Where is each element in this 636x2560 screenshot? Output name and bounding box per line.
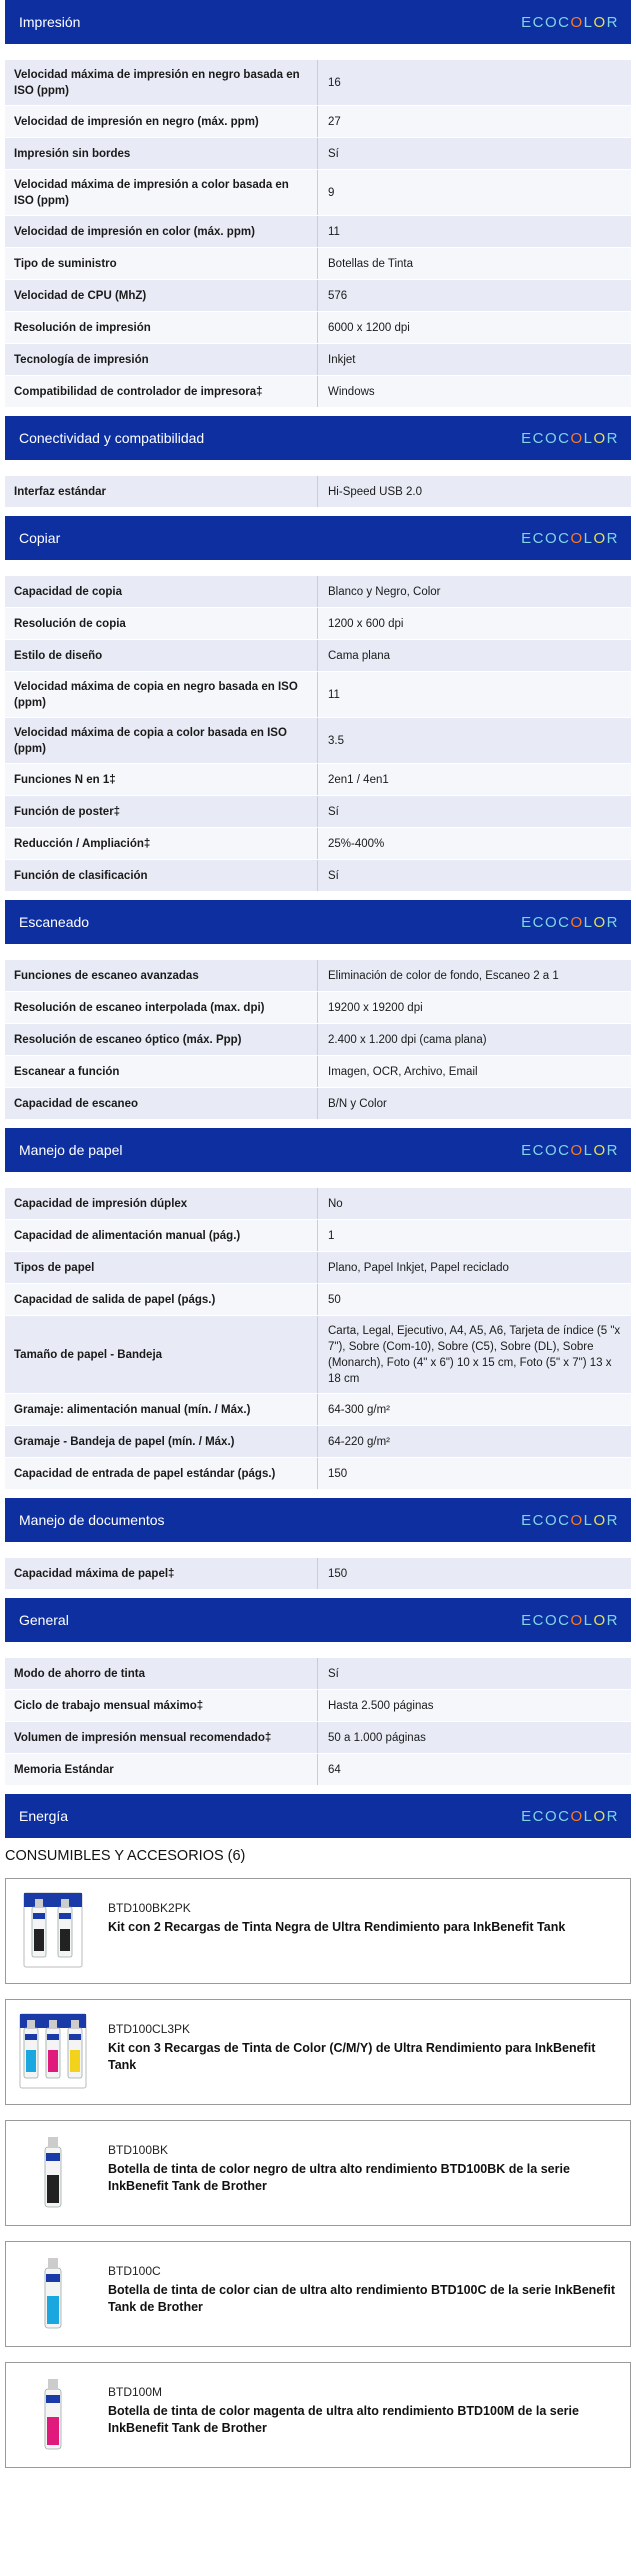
logo-letter: L xyxy=(583,529,594,547)
logo-letter: O xyxy=(570,429,584,447)
spec-value: No xyxy=(328,1198,343,1210)
spec-value: Cama plana xyxy=(328,650,391,662)
logo-letter: L xyxy=(583,1611,594,1629)
section-title: Manejo de documentos xyxy=(19,1512,165,1528)
spec-row xyxy=(5,1426,631,1458)
product-info xyxy=(108,2131,618,2195)
spec-value: 2en1 / 4en1 xyxy=(328,774,389,786)
spec-value: Imagen, OCR, Archivo, Email xyxy=(328,1066,478,1078)
spec-value: 150 xyxy=(328,1568,348,1580)
logo-letter: O xyxy=(593,1511,607,1529)
logo-letter: O xyxy=(570,1807,584,1825)
logo-letter: L xyxy=(583,1807,594,1825)
spec-label: Tipo de suministro xyxy=(5,248,318,279)
logo-letter: C xyxy=(558,1611,571,1629)
spec-label: Resolución de escaneo óptico (máx. Ppp) xyxy=(5,1024,318,1055)
ecocolor-logo xyxy=(521,1142,619,1159)
section-title: Energía xyxy=(19,1808,69,1824)
spec-label: Capacidad de alimentación manual (pág.) xyxy=(5,1220,318,1251)
spec-value: Windows xyxy=(328,386,375,398)
section-title: Conectividad y compatibilidad xyxy=(19,430,205,446)
spec-row xyxy=(5,1722,631,1754)
logo-letter: R xyxy=(606,1611,619,1629)
spec-row xyxy=(5,796,631,828)
spec-label: Velocidad máxima de impresión en negro basada en ISO (ppm) xyxy=(5,60,318,105)
spec-label: Capacidad de escaneo xyxy=(5,1088,318,1119)
logo-letter: L xyxy=(583,13,594,31)
spec-row xyxy=(5,1658,631,1690)
logo-letter: O xyxy=(570,529,584,547)
spec-value: 3.5 xyxy=(328,735,344,747)
logo-letter: O xyxy=(570,1511,584,1529)
spec-row xyxy=(5,312,631,344)
logo-letter: O xyxy=(593,529,607,547)
spec-label: Tipos de papel xyxy=(5,1252,318,1283)
product-card-btd100bk[interactable] xyxy=(5,2120,631,2226)
spec-table xyxy=(5,476,631,508)
spec-label: Velocidad de impresión en color (máx. ppm) xyxy=(5,216,318,247)
spec-value: 25%-400% xyxy=(328,838,385,850)
spec-row xyxy=(5,860,631,892)
spec-label: Volumen de impresión mensual recomendado‡ xyxy=(5,1722,318,1753)
spec-label: Velocidad de CPU (MhZ) xyxy=(5,280,318,311)
spec-row xyxy=(5,170,631,216)
spec-label: Función de poster‡ xyxy=(5,796,318,827)
logo-letter: R xyxy=(606,529,619,547)
spec-value: Sí xyxy=(328,806,339,818)
logo-letter: O xyxy=(570,913,584,931)
section-title: Manejo de papel xyxy=(19,1142,123,1158)
spec-label: Velocidad máxima de copia a color basada en ISO (ppm) xyxy=(5,718,318,763)
spec-value: Carta, Legal, Ejecutivo, A4, A5, A6, Tarjeta de índice (5 "x 7"), Sobre (Com-10), Sobre (C5), Sobre (DL), Sobre (Monarch), Foto (4" x 6") 10 x 15 cm, Foto (5" x 7") 13 x 18 cm xyxy=(328,1325,621,1385)
logo-letter: C xyxy=(558,913,571,931)
spec-row xyxy=(5,718,631,764)
section-header-manejo-de-documentos[interactable] xyxy=(5,1498,631,1542)
spec-row xyxy=(5,1088,631,1120)
spec-value: 6000 x 1200 dpi xyxy=(328,322,410,334)
spec-label: Estilo de diseño xyxy=(5,640,318,671)
logo-letter: ECO xyxy=(521,529,559,547)
spec-sections xyxy=(5,0,631,1838)
spec-value: 50 xyxy=(328,1294,341,1306)
product-info xyxy=(108,1889,565,1936)
logo-letter: O xyxy=(593,1141,607,1159)
logo-letter: R xyxy=(606,1807,619,1825)
logo-letter: R xyxy=(606,13,619,31)
spec-label: Tamaño de papel - Bandeja xyxy=(5,1316,318,1393)
spec-value: 64-220 g/m² xyxy=(328,1436,391,1448)
spec-row xyxy=(5,576,631,608)
spec-row xyxy=(5,476,631,508)
section-title: Impresión xyxy=(19,14,81,30)
product-sku: BTD100BK xyxy=(108,2143,169,2157)
section-header-conectividad-y-compatibilidad[interactable] xyxy=(5,416,631,460)
product-image[interactable] xyxy=(18,2252,88,2334)
logo-letter: O xyxy=(593,13,607,31)
spec-row xyxy=(5,1458,631,1490)
product-info xyxy=(108,2373,618,2437)
product-name-link[interactable]: Kit con 3 Recargas de Tinta de Color (C/M/Y) de Ultra Rendimiento para InkBenefit Tank xyxy=(108,2041,596,2072)
logo-letter: O xyxy=(593,429,607,447)
spec-row xyxy=(5,138,631,170)
logo-letter: L xyxy=(583,429,594,447)
spec-row xyxy=(5,1690,631,1722)
ecocolor-logo xyxy=(521,914,619,931)
spec-label: Reducción / Ampliación‡ xyxy=(5,828,318,859)
spec-label: Velocidad de impresión en negro (máx. ppm) xyxy=(5,106,318,137)
spec-value: 2.400 x 1.200 dpi (cama plana) xyxy=(328,1034,487,1046)
section-header-impresion[interactable] xyxy=(5,0,631,44)
spec-label: Función de clasificación xyxy=(5,860,318,891)
section-header-manejo-de-papel[interactable] xyxy=(5,1128,631,1172)
product-sku: BTD100C xyxy=(108,2264,161,2278)
spec-row xyxy=(5,344,631,376)
spec-label: Resolución de escaneo interpolada (max. dpi) xyxy=(5,992,318,1023)
spec-label: Ciclo de trabajo mensual máximo‡ xyxy=(5,1690,318,1721)
logo-letter: O xyxy=(593,1807,607,1825)
ecocolor-logo xyxy=(521,530,619,547)
spec-table xyxy=(5,1188,631,1490)
spec-value: 19200 x 19200 dpi xyxy=(328,1002,423,1014)
spec-row xyxy=(5,640,631,672)
spec-label: Memoria Estándar xyxy=(5,1754,318,1785)
spec-table xyxy=(5,960,631,1120)
spec-row xyxy=(5,1188,631,1220)
ecocolor-logo xyxy=(521,1612,619,1629)
spec-label: Capacidad de salida de papel (págs.) xyxy=(5,1284,318,1315)
spec-value: 27 xyxy=(328,116,341,128)
logo-letter: R xyxy=(606,913,619,931)
product-image[interactable] xyxy=(18,2373,88,2455)
spec-label: Capacidad de copia xyxy=(5,576,318,607)
spec-value: Sí xyxy=(328,870,339,882)
spec-value: Botellas de Tinta xyxy=(328,258,414,270)
spec-row xyxy=(5,1754,631,1786)
ecocolor-logo xyxy=(521,430,619,447)
spec-value: 64-300 g/m² xyxy=(328,1404,391,1416)
logo-letter: C xyxy=(558,429,571,447)
spec-value: 150 xyxy=(328,1468,348,1480)
product-card-btd100bk2pk[interactable] xyxy=(5,1878,631,1984)
spec-value: Eliminación de color de fondo, Escaneo 2 a 1 xyxy=(328,970,559,982)
spec-label: Funciones N en 1‡ xyxy=(5,764,318,795)
spec-row xyxy=(5,960,631,992)
spec-row xyxy=(5,1024,631,1056)
spec-label: Capacidad de impresión dúplex xyxy=(5,1188,318,1219)
spec-row xyxy=(5,1252,631,1284)
logo-letter: O xyxy=(570,1611,584,1629)
spec-row xyxy=(5,106,631,138)
ecocolor-logo xyxy=(521,1512,619,1529)
logo-letter: O xyxy=(593,913,607,931)
spec-row xyxy=(5,1316,631,1394)
spec-row xyxy=(5,992,631,1024)
spec-value: 1200 x 600 dpi xyxy=(328,618,404,630)
spec-value: 16 xyxy=(328,77,341,89)
product-sku: BTD100CL3PK xyxy=(108,2022,191,2036)
spec-row xyxy=(5,248,631,280)
product-image[interactable] xyxy=(18,1889,88,1971)
section-header-general[interactable] xyxy=(5,1598,631,1642)
spec-label: Capacidad de entrada de papel estándar (págs.) xyxy=(5,1458,318,1489)
spec-label: Compatibilidad de controlador de impresora‡ xyxy=(5,376,318,407)
spec-label: Velocidad máxima de copia en negro basada en ISO (ppm) xyxy=(5,672,318,717)
product-name-link[interactable]: Botella de tinta de color negro de ultra alto rendimiento BTD100BK de la serie InkBenefit Tank de Brother xyxy=(108,2162,570,2193)
spec-value: 1 xyxy=(328,1230,335,1242)
logo-letter: O xyxy=(570,1141,584,1159)
logo-letter: C xyxy=(558,529,571,547)
product-sku: BTD100BK2PK xyxy=(108,1901,191,1915)
product-info xyxy=(108,2252,618,2316)
logo-letter: C xyxy=(558,1141,571,1159)
spec-label: Capacidad máxima de papel‡ xyxy=(5,1558,318,1589)
product-card-btd100c[interactable] xyxy=(5,2241,631,2347)
spec-value: B/N y Color xyxy=(328,1098,387,1110)
spec-table xyxy=(5,1558,631,1590)
spec-label: Resolución de impresión xyxy=(5,312,318,343)
section-title: Copiar xyxy=(19,530,61,546)
logo-letter: R xyxy=(606,1141,619,1159)
logo-letter: ECO xyxy=(521,1511,559,1529)
section-header-copiar[interactable] xyxy=(5,516,631,560)
ecocolor-logo xyxy=(521,1808,619,1825)
logo-letter: O xyxy=(593,1611,607,1629)
section-header-escaneado[interactable] xyxy=(5,900,631,944)
spec-table xyxy=(5,1658,631,1786)
logo-letter: C xyxy=(558,1807,571,1825)
product-sku: BTD100M xyxy=(108,2385,163,2399)
spec-value: 9 xyxy=(328,187,335,199)
logo-letter: R xyxy=(606,429,619,447)
product-image[interactable] xyxy=(18,2131,88,2213)
logo-letter: ECO xyxy=(521,913,559,931)
spec-label: Funciones de escaneo avanzadas xyxy=(5,960,318,991)
logo-letter: C xyxy=(558,1511,571,1529)
consumables-title: CONSUMIBLES Y ACCESORIOS (6) xyxy=(5,1848,246,1864)
ecocolor-logo xyxy=(521,14,619,31)
spec-value: 11 xyxy=(328,689,340,701)
spec-label: Gramaje - Bandeja de papel (mín. / Máx.) xyxy=(5,1426,318,1457)
section-title: Escaneado xyxy=(19,914,90,930)
spec-value: Hasta 2.500 páginas xyxy=(328,1700,434,1712)
spec-table xyxy=(5,576,631,892)
spec-value: Sí xyxy=(328,148,339,160)
logo-letter: R xyxy=(606,1511,619,1529)
logo-letter: ECO xyxy=(521,429,559,447)
product-card-btd100m[interactable] xyxy=(5,2362,631,2468)
spec-row xyxy=(5,1056,631,1088)
logo-letter: L xyxy=(583,1511,594,1529)
product-image[interactable] xyxy=(18,2010,88,2092)
logo-letter: L xyxy=(583,913,594,931)
spec-label: Escanear a función xyxy=(5,1056,318,1087)
spec-value: 64 xyxy=(328,1764,341,1776)
logo-letter: C xyxy=(558,13,571,31)
product-name-link[interactable]: Botella de tinta de color magenta de ultra alto rendimiento BTD100M de la serie InkBenefit Tank de Brother xyxy=(108,2404,579,2435)
spec-value: Blanco y Negro, Color xyxy=(328,586,441,598)
spec-value: Sí xyxy=(328,1668,339,1680)
spec-row xyxy=(5,1394,631,1426)
spec-row xyxy=(5,672,631,718)
consumables-list xyxy=(5,1878,631,2468)
spec-row xyxy=(5,1284,631,1316)
logo-letter: ECO xyxy=(521,1611,559,1629)
spec-row xyxy=(5,1558,631,1590)
logo-letter: ECO xyxy=(521,1807,559,1825)
product-card-btd100cl3pk[interactable] xyxy=(5,1999,631,2105)
spec-value: Inkjet xyxy=(328,354,356,366)
spec-label: Velocidad máxima de impresión a color basada en ISO (ppm) xyxy=(5,170,318,215)
spec-value: 11 xyxy=(328,226,340,238)
spec-row xyxy=(5,216,631,248)
spec-row xyxy=(5,1220,631,1252)
section-title: General xyxy=(19,1612,69,1628)
spec-value: Hi-Speed USB 2.0 xyxy=(328,486,422,498)
spec-label: Impresión sin bordes xyxy=(5,138,318,169)
spec-label: Gramaje: alimentación manual (mín. / Máx.) xyxy=(5,1394,318,1425)
spec-row xyxy=(5,376,631,408)
spec-row xyxy=(5,60,631,106)
spec-value: 576 xyxy=(328,290,348,302)
spec-label: Modo de ahorro de tinta xyxy=(5,1658,318,1689)
spec-label: Interfaz estándar xyxy=(5,476,318,507)
section-header-energia[interactable] xyxy=(5,1794,631,1838)
spec-label: Resolución de copia xyxy=(5,608,318,639)
spec-label: Tecnología de impresión xyxy=(5,344,318,375)
product-info xyxy=(108,2010,618,2074)
spec-row xyxy=(5,608,631,640)
spec-row xyxy=(5,280,631,312)
logo-letter: L xyxy=(583,1141,594,1159)
spec-row xyxy=(5,828,631,860)
product-name-link[interactable]: Kit con 2 Recargas de Tinta Negra de Ultra Rendimiento para InkBenefit Tank xyxy=(108,1920,566,1934)
product-name-link[interactable]: Botella de tinta de color cian de ultra alto rendimiento BTD100C de la serie InkBenefit Tank de Brother xyxy=(108,2283,616,2314)
spec-table xyxy=(5,60,631,408)
spec-value: 50 a 1.000 páginas xyxy=(328,1732,426,1744)
spec-row xyxy=(5,764,631,796)
logo-letter: O xyxy=(570,13,584,31)
logo-letter: ECO xyxy=(521,13,559,31)
logo-letter: ECO xyxy=(521,1141,559,1159)
spec-value: Plano, Papel Inkjet, Papel reciclado xyxy=(328,1262,509,1274)
